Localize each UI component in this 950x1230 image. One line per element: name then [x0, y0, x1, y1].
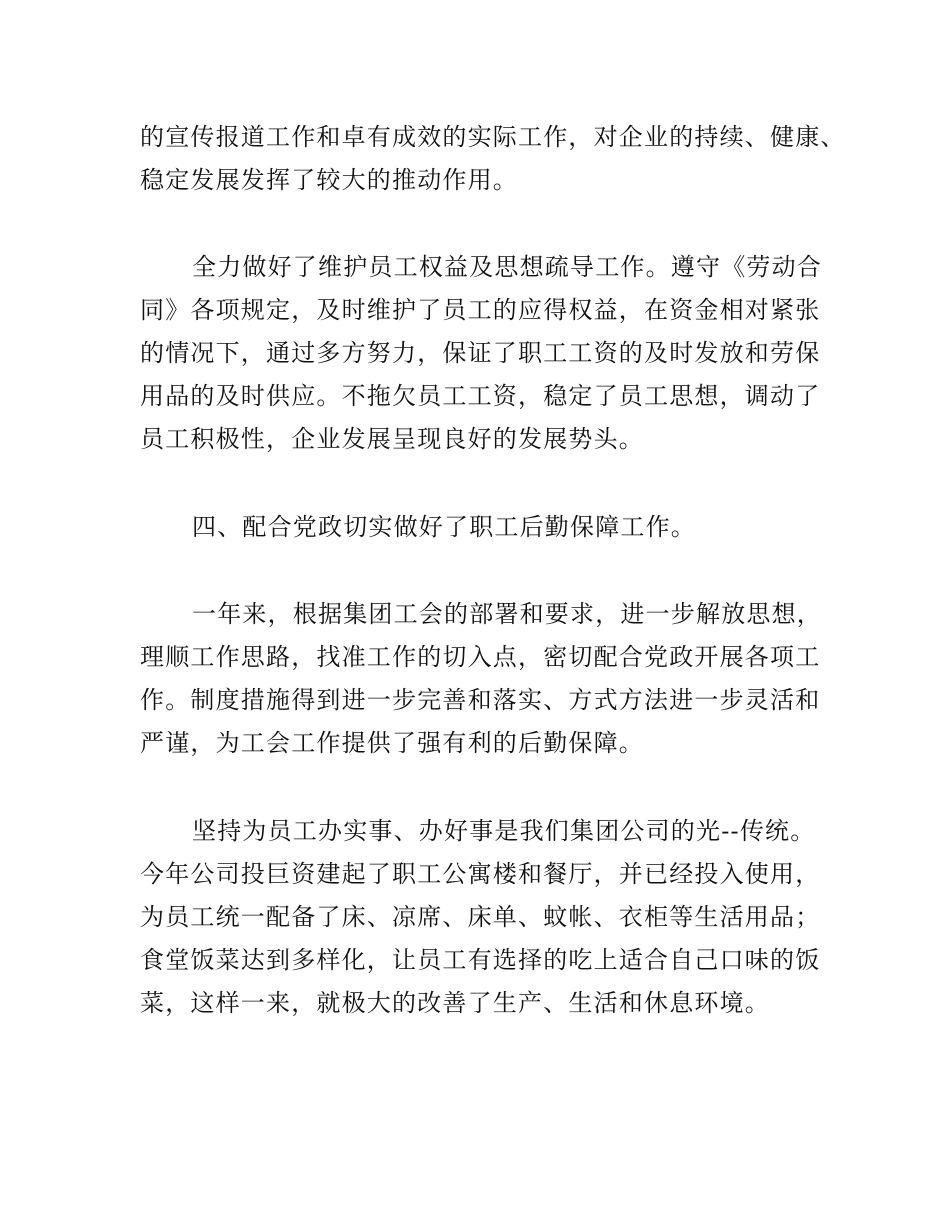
- text-line: 为员工统一配备了床、凉席、床单、蚊帐、衣柜等生活用品；: [140, 903, 821, 931]
- text-line: 员工积极性，企业发展呈现良好的发展势头。: [140, 425, 644, 453]
- paragraph-year-review: [140, 593, 840, 765]
- text-line: 作。制度措施得到进一步完善和落实、方式方法进一步灵活和: [140, 686, 821, 714]
- text-line: 用品的及时供应。不拖欠员工工资，稳定了员工思想，调动了: [140, 382, 821, 410]
- text-line: 食堂饭菜达到多样化，让员工有选择的吃上适合自己口味的饭: [140, 946, 821, 974]
- text-line: 坚持为员工办实事、办好事是我们集团公司的光--传统。: [192, 817, 816, 845]
- text-line: 四、配合党政切实做好了职工后勤保障工作。: [192, 513, 696, 541]
- section-heading-four: [140, 506, 840, 549]
- text-line: 理顺工作思路，找准工作的切入点，密切配合党政开展各项工: [140, 643, 821, 671]
- text-line: 稳定发展发挥了较大的推动作用。: [140, 166, 518, 194]
- text-line: 今年公司投巨资建起了职工公寓楼和餐厅，并已经投入使用，: [140, 860, 821, 888]
- text-line: 一年来，根据集团工会的部署和要求，进一步解放思想，: [192, 600, 822, 628]
- text-line: 的情况下，通过多方努力，保证了职工工资的及时发放和劳保: [140, 339, 821, 367]
- text-line: 全力做好了维护员工权益及思想疏导工作。遵守《劳动合: [192, 253, 822, 281]
- text-line: 的宣传报道工作和卓有成效的实际工作，对企业的持续、健康、: [140, 123, 846, 151]
- paragraph-employee-rights: [140, 246, 840, 461]
- text-line: 严谨，为工会工作提供了强有利的后勤保障。: [140, 729, 644, 757]
- paragraph-continuation: [140, 116, 846, 202]
- text-line: 菜，这样一来，就极大的改善了生产、生活和休息环境。: [140, 989, 770, 1017]
- text-line: 同》各项规定，及时维护了员工的应得权益，在资金相对紧张: [140, 296, 821, 324]
- paragraph-practical-matters: [140, 810, 840, 1025]
